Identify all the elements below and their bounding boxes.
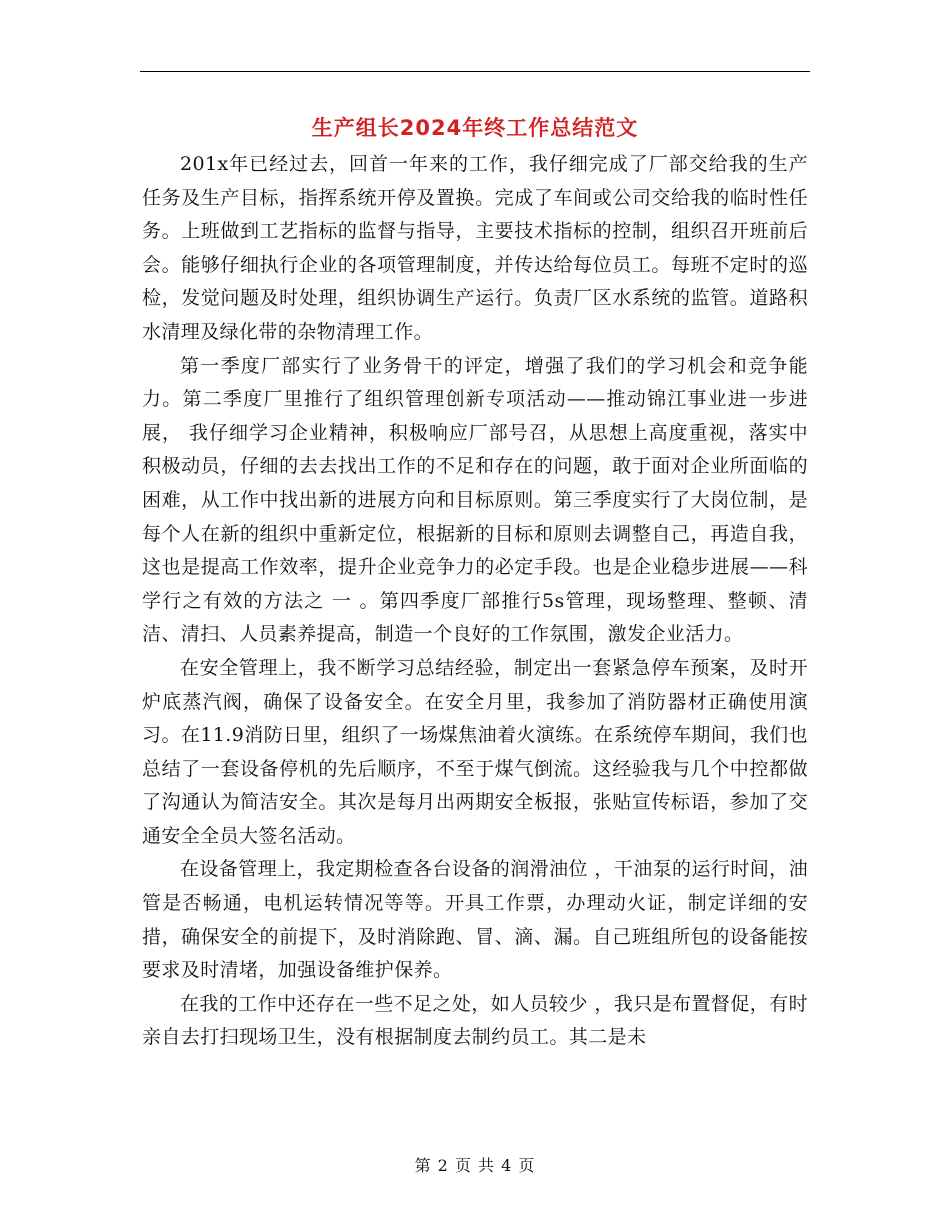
paragraph: 第一季度厂部实行了业务骨干的评定，增强了我们的学习机会和竞争能力。第二季度厂里推行了组织管理创新专项活动——推动锦江事业进一步进展， 我仔细学习企业精神，积极响应厂部号召，从思想上高度重视，落实中积极动员，仔细的去去找出工作的不足和存在的问题，敢于面对企业所面临的困难，从工作中找出新的进展方向和目标原则。第三季度实行了大岗位制，是每个人在新的组织中重新定位，根据新的目标和原则去调整自己，再造自我，这也是提高工作效率，提升企业竞争力的必定手段。也是企业稳步进展——科学行之有效的方法之 一 。第四季度厂部推行5s管理，现场整理、整顿、清洁、清扫、人员素养提高，制造一个良好的工作氛围，激发企业活力。 [142, 354, 808, 646]
paragraph: 在安全管理上，我不断学习总结经验，制定出一套紧急停车预案，及时开炉底蒸汽阀，确保了设备安全。在安全月里，我参加了消防器材正确使用演习。在11.9消防日里，组织了一场煤焦油着火演练。在系统停车期间，我们也总结了一套设备停机的先后顺序，不至于煤气倒流。这经验我与几个中控都做了沟通认为简洁安全。其次是每月出两期安全板报，张贴宣传标语，参加了交通安全全员大签名活动。 [142, 656, 808, 847]
document-title: 生产组长2024年终工作总结范文 [311, 116, 639, 140]
document-body [142, 148, 808, 1055]
paragraph: 在设备管理上，我定期检查各台设备的润滑油位 ，干油泵的运行时间，油管是否畅通，电机运转情况等等。开具工作票，办理动火证，制定详细的安措，确保安全的前提下，及时消除跑、冒、滴、漏。自己班组所包的设备能按要求及时清堵，加强设备维护保养。 [142, 858, 808, 982]
header-rule [140, 71, 810, 72]
paragraph: 在我的工作中还存在一些不足之处，如人员较少 ，我只是布置督促，有时亲自去打扫现场卫生，没有根据制度去制约员工。其二是未 [142, 992, 808, 1049]
paragraph: 201x年已经过去，回首一年来的工作，我仔细完成了厂部交给我的生产任务及生产目标，指挥系统开停及置换。完成了车间或公司交给我的临时性任务。上班做到工艺指标的监督与指导，主要技术指标的控制，组织召开班前后会。能够仔细执行企业的各项管理制度，并传达给每位员工。每班不定时的巡检，发觉问题及时处理，组织协调生产运行。负责厂区水系统的监管。道路积水清理及绿化带的杂物清理工作。 [142, 153, 808, 343]
page-number-footer: 第 2 页 共 4 页 [414, 1156, 536, 1175]
